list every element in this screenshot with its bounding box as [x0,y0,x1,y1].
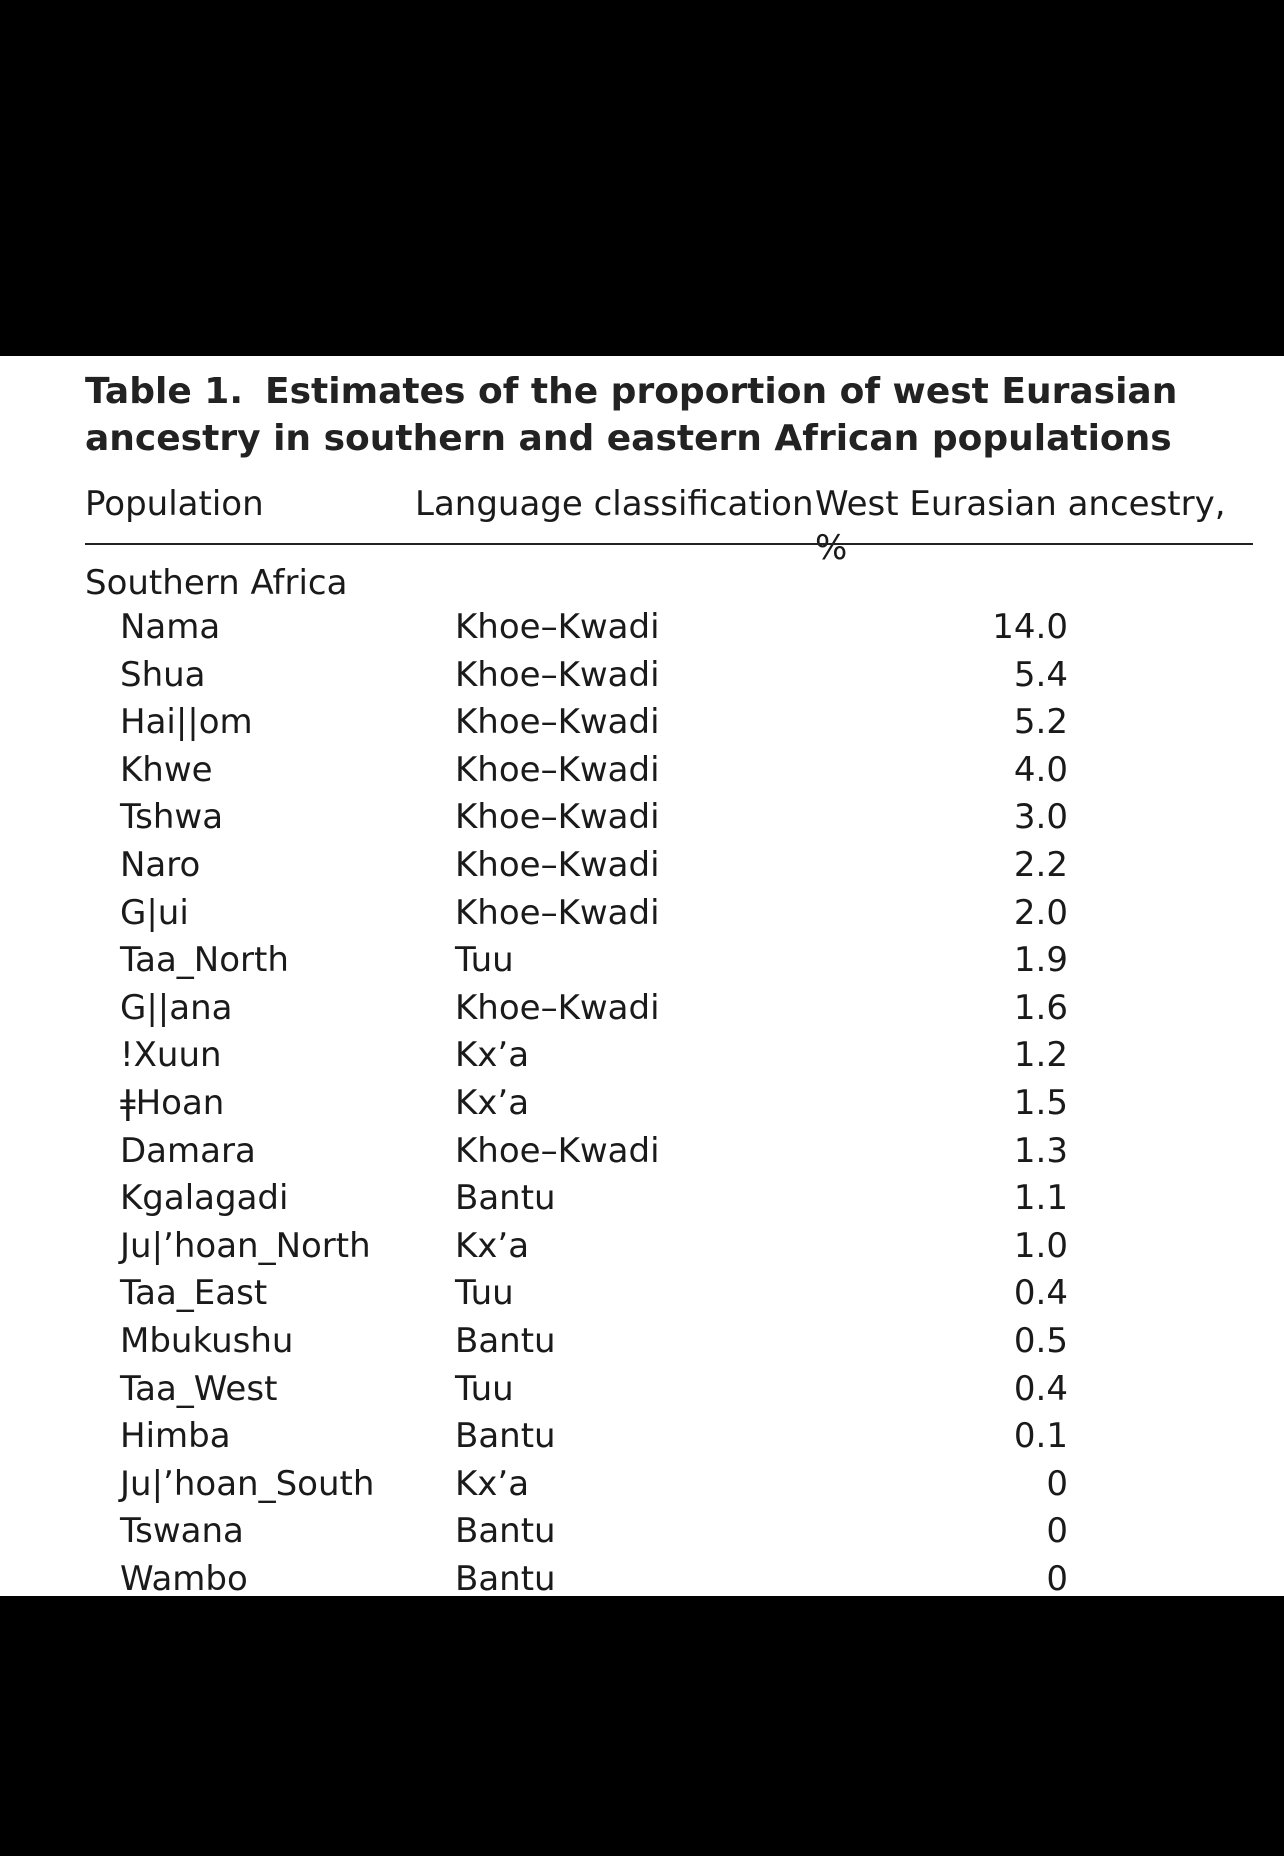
language-cell: Khoe–Kwadi [455,1130,660,1171]
population-cell: Shua [120,654,206,695]
header-rule [85,543,1253,545]
language-cell: Khoe–Kwadi [455,607,660,647]
table-row [0,891,1284,939]
ancestry-value-cell: 1.5 [1013,1082,1068,1123]
language-cell: Khoe–Kwadi [455,702,660,743]
language-cell: Tuu [455,1273,514,1314]
table-row [0,1176,1284,1224]
language-cell: Bantu [455,1320,556,1361]
ancestry-value-cell: 1.3 [1013,1130,1068,1171]
population-cell: Hai||om [120,702,253,743]
language-cell: Tuu [455,1368,514,1409]
table-row [0,1557,1284,1596]
table-row [0,605,1284,653]
ancestry-value-cell: 0.1 [1013,1416,1068,1457]
ancestry-value-cell: 5.2 [1013,702,1068,743]
language-cell: Kx’a [455,1463,530,1504]
population-cell: Wambo [120,1558,248,1596]
ancestry-value-cell: 1.6 [1013,987,1068,1028]
table-row [0,986,1284,1034]
ancestry-value-cell: 14.0 [992,607,1068,647]
population-cell: Mbukushu [120,1320,294,1361]
language-cell: Kx’a [455,1035,530,1076]
caption-text: Estimates of the proportion of west Eurasian ancestry in southern and eastern African populations [85,371,1178,459]
language-cell: Kx’a [455,1225,530,1266]
language-cell: Khoe–Kwadi [455,844,660,885]
table-row [0,1319,1284,1367]
population-cell: Kgalagadi [120,1178,289,1219]
table-row [0,843,1284,891]
population-cell: Nama [120,607,221,647]
population-cell: Taa_East [120,1273,268,1314]
ancestry-value-cell: 3.0 [1013,797,1068,838]
header-population: Population [85,484,264,524]
ancestry-value-cell: 1.0 [1013,1225,1068,1266]
population-cell: Damara [120,1130,256,1171]
language-cell: Khoe–Kwadi [455,797,660,838]
ancestry-value-cell: 0.4 [1013,1368,1068,1409]
table-row [0,795,1284,843]
table-row [0,1414,1284,1462]
population-cell: Himba [120,1416,231,1457]
bottom-black-band [0,1596,1284,1856]
ancestry-value-cell: 5.4 [1013,654,1068,695]
ancestry-value-cell: 0 [1046,1511,1068,1552]
ancestry-value-cell: 1.9 [1013,940,1068,981]
population-cell: G||ana [120,987,233,1028]
population-cell: Khwe [120,749,213,790]
language-cell: Khoe–Kwadi [455,987,660,1028]
table-row [0,1509,1284,1557]
population-cell: Naro [120,844,201,885]
table-body [0,605,1284,1596]
language-cell: Bantu [455,1511,556,1552]
ancestry-value-cell: 0.4 [1013,1273,1068,1314]
table-row [0,1224,1284,1272]
table-header-row [85,482,1253,568]
table-caption [85,368,1245,462]
table-row [0,1129,1284,1177]
table-row [0,1271,1284,1319]
table-row [0,700,1284,748]
population-cell: G|ui [120,892,189,933]
population-cell: Taa_North [120,940,289,981]
ancestry-value-cell: 2.0 [1013,892,1068,933]
language-cell: Khoe–Kwadi [455,892,660,933]
ancestry-value-cell: 0 [1046,1463,1068,1504]
ancestry-value-cell: 0.5 [1013,1320,1068,1361]
table-row [0,653,1284,701]
population-cell: Taa_West [120,1368,278,1409]
population-cell: Ju|’hoan_North [120,1225,371,1266]
population-cell: !Xuun [120,1035,222,1076]
table-row [0,1367,1284,1415]
language-cell: Tuu [455,940,514,981]
table-row [0,748,1284,796]
table-row [0,938,1284,986]
population-cell: Tswana [120,1511,244,1552]
population-cell: Tshwa [120,797,224,838]
section-southern-africa: Southern Africa [85,563,348,603]
table-row [0,1462,1284,1510]
ancestry-value-cell: 2.2 [1013,844,1068,885]
language-cell: Bantu [455,1558,556,1596]
header-west-eurasian-ancestry: West Eurasian ancestry, % [815,484,1226,568]
header-language-classification: Language classification [415,484,814,524]
table-row [0,1033,1284,1081]
ancestry-value-cell: 1.1 [1013,1178,1068,1219]
population-cell: ǂHoan [120,1082,225,1123]
caption-label: Table 1. [85,371,243,412]
ancestry-value-cell: 4.0 [1013,749,1068,790]
ancestry-value-cell: 0 [1046,1558,1068,1596]
ancestry-value-cell: 1.2 [1013,1035,1068,1076]
top-black-band [0,0,1284,356]
language-cell: Bantu [455,1416,556,1457]
table-row [0,1081,1284,1129]
language-cell: Khoe–Kwadi [455,749,660,790]
language-cell: Khoe–Kwadi [455,654,660,695]
table-page [0,356,1284,1596]
population-cell: Ju|’hoan_South [120,1463,375,1504]
language-cell: Kx’a [455,1082,530,1123]
language-cell: Bantu [455,1178,556,1219]
